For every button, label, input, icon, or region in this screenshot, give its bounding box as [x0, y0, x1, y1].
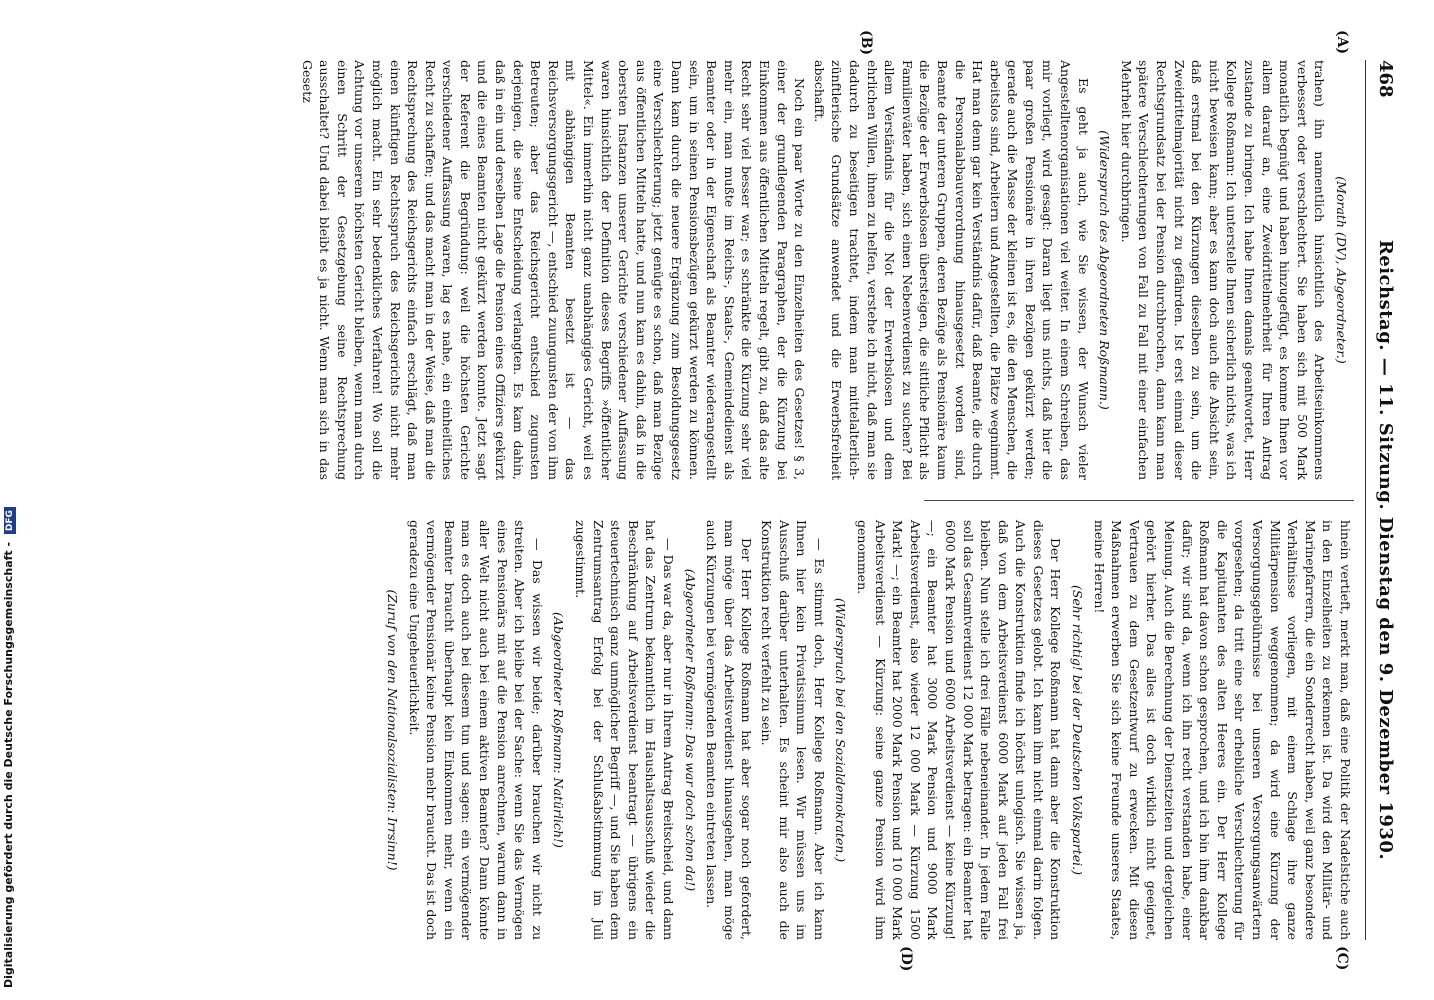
paragraph: Es geht ja auch, wie Sie wissen, der Wunsch vieler Angestelltenorganisationen viel weiter. In einem Schreiben, das mir vorliegt, wird gesagt: Daran liegt uns nichts, daß hier die paar großen Pensionäre in ihren Bezügen gekürzt werden; gerade auch die Masse der kleinen ist es, die den Menschen, die arbeitslos sind, Arbeitern und Angestellten, die Plätze wegnimmt. Hat man denn gar kein Verständnis dafür, daß Beamte, die durch die Personalabbauverordnung hinausgesetzt worden sind, Beamte der unteren Gruppen, deren Bezüge als Pensionäre kaum die Bezüge der Erwerbslosen übersteigen, die sittliche Pflicht als Familienväter haben, sich einen Nebenverdienst zu suchen? Bei allem Verständnis für die Not der Erwerbslosen und dem ehrlichen Willen, ihnen zu helfen, verstehe ich nicht, daß man sie dadurch zu beseitigen trachtet, indem man mittelalterlich-zünftlerische Grundsätze anwendet und die Erwerbsfreiheit abschafft. [811, 60, 1091, 480]
interjection: (Sehr richtig! bei der Deutschen Volkspartei.) [1070, 584, 1086, 876]
margin-marker-d: (D) [898, 946, 914, 972]
paragraph: — Es stimmt doch, Herr Kollege Roßmann. Aber ich kann Ihnen hier kein Privatissimum lesen. Wir müssen uns im Ausschuß darüber unterhalten. Es scheint mir also auch die Konstruktion recht verfehlt zu sein. [759, 520, 827, 940]
right-column [380, 520, 1354, 940]
paragraph: trahen) ihn namentlich hinsichtlich des Arbeitseinkommens verbessert oder verschlechtert. Sie haben sich mit 500 Mark monatlich begnügt und haben hinzugefügt, es komme Ihnen vor allem darauf an, eine Zweidrittelmehrheit für Ihren Antrag zustande zu bringen. Ich habe Ihnen damals geantwortet, Herr Kollege Roßmann: Ich unterstelle Ihnen sicherlich nichts, was ich nicht beweisen kann; aber es kann doch auch die Absicht sein, daß erstmal bei den Kürzungen dieselben zu sein, um die Zweidrittelmajorität nicht zu gefährden. Ist erst einmal dieser Rechtsgrundsatz bei der Pension durchbrochen, dann kann man spätere Verschlechterungen von Fall zu Fall mit einer einfachen Mehrheit hier durchbringen. [1118, 60, 1328, 480]
dfg-logo: DFG [4, 507, 16, 534]
interjection: (Abgeordneter Roßmann: Das war doch schon da!) [682, 568, 698, 892]
paragraph: — Das wissen wir beide; darüber brauchen wir nicht zu streiten. Aber ich bleibe bei der Sache: wenn Sie das Vermögen eines Pensionärs mit auf die Pension anrechnen, warum dann in aller Welt nicht auch bei einem aktiven Beamten? Dann könnte man es doch auch bei diesem tun und sagen: ein vermögender Beamter braucht überhaupt kein Einkommen mehr, wenn ein vermögender Pensionär keine Pension mehr braucht. Das ist doch geradezu eine Ungeheuerlichkeit. [406, 520, 545, 940]
interjection: (Widerspruch des Abgeordneten Roßmann.) [1097, 130, 1113, 410]
credit-text: Digitalisierung gefördert durch die Deutsche Forschungsgemeinschaft - [2, 541, 15, 988]
paragraph: Der Herr Kollege Roßmann hat dann aber die Konstruktion dieses Gesetzes gelobt. Ich kann ihm nicht einmal darin folgen. Auch die Konstruktion finde ich höchst unlogisch. Sie wissen ja, daß von dem Arbeitsverdienst 6000 Mark auf jeden Fall frei bleiben. Nun stelle ich drei Fälle nebeneinander. In jedem Falle soll das Gesamtverdienst 12 000 Mark betragen: ein Beamter hat 6000 Mark Pension und 6000 Arbeitsverdienst — keine Kürzung! —; ein Beamter hat 3000 Mark Pension und 9000 Mark Arbeitsverdienst, also wieder 12 000 Mark — Kürzung 1500 Mark! —; ein Beamter hat 2000 Mark Pension und 10 000 Mark Arbeitsverdienst — Kürzung: seine ganze Pension wird ihm genommen. [854, 520, 1064, 940]
paragraph: Noch ein paar Worte zu den Einzelheiten des Gesetzes! § 3, einer der grundlegenden Paragraphen, der die Kürzung bei Einkommen aus öffentlichen Mitteln regelt, gibt zu, daß das alte Recht sehr viel besser war; es schränkte die Kürzung sehr viel mehr ein, man mußte im Reichs-, Staats-, Gemeindedienst als Beamter oder in der Eigenschaft als Beamter wiederangestellt sein, um in seinen Pensionsbezügen gekürzt werden zu können. Dann kam durch die neuere Ergänzung zum Besoldungsgesetz eine Verschlechterung; jetzt genügte es schon, daß man Bezüge aus öffentlichen Mitteln hatte, und nun kam es dahin, daß in die obersten Instanzen unserer Gerichte verschiedener Auffassung waren hinsichtlich der Definition dieses Begriffs »öffentlicher Mittel«. Ein immerhin nicht ganz unabhängiges Gericht, weil es mit abhängigen Beamten besetzt ist — das Reichsversorgungsgericht —, entschied zuungunsten der von ihm Betreuten; aber das Reichsgericht entschied zugunsten derjenigen, die seine Entscheidung verlangten. Es kam dahin, daß in ein und derselben Lage die Pension eines Offiziers gekürzt und die eines Beamten nicht gekürzt werden konnte. Jetzt sagt der Referent die Begründung: weil die höchsten Gerichte verschiedener Auffassung waren, lag es nahe, ein einheitliches Recht zu schaffen; und das macht man in der Weise, daß man die Rechtsprechung des Reichsgerichts einfach erschlägt, daß man einen künftigen Rechtsspruch des Reichsgerichts nicht mehr möglich macht. Ein sehr bedenkliches Verfahren! Wo soll die Achtung vor unserem höchsten Gericht bleiben, wenn man durch einen Schritt der Gesetzgebung seine Rechtsprechung ausschaltet? Und dabei bleibt es ja nicht. Wenn man sich in das Gesetz [299, 60, 808, 480]
paragraph: hinein vertieft, merkt man, daß eine Politik der Nadelstiche auch in den Einzelheiten zu erkennen ist. Da wird den Militär- und Marinepfarrern, die ein Sonderrecht haben, weil ganz besondere Verhältnisse vorliegen, mit einem Schlage ihre ganze Militärpension weggenommen; da wird eine Kürzung der Versorgungsgebührnisse bei unseren Versorgungsanwärtern vorgesehen; da tritt eine sehr erhebliche Verschlechterung für die Kapitulanten des alten Heeres ein. Der Herr Kollege Roßmann hat davon schon gesprochen, und ich bin ihm dankbar dafür; wir sind da, wenn ich ihn recht verstanden habe, einer Meinung. Auch die Berechnung der Dienstzeiten und dergleichen gehört hierher. Das alles ist doch wirklich nicht geeignet, Vertrauen zu dem Gesetzentwurf zu erwecken. Mit diesen Maßnahmen erwerben Sie sich keine Freunde unseres Staates, meine Herren! [1091, 520, 1353, 940]
margin-marker-b: (B) [858, 30, 874, 56]
page-header [1366, 60, 1396, 940]
speaker-line: (Morath (DV), Abgeordneter.) [1334, 176, 1349, 364]
paragraph: — Das war da, aber nur in Ihrem Antrag Breitscheid, und dann hat das Zentrum bekanntlich im Haushaltsausschuß wieder die Beschränkung auf Arbeitsverdienst beantragt — übrigens ein steuertechnisch ganz unmöglicher Begriff —, und Sie haben dem Zentrumsantrag Erfolg bei der Schlußabstimmung im Juli zugestimmt. [573, 520, 677, 940]
left-column [296, 60, 1354, 480]
digitization-credit [2, 0, 16, 988]
page-number: 468 [1375, 60, 1396, 98]
interjection: (Abgeordneter Roßmann: Natürlich!) [551, 612, 567, 848]
paragraph: Der Herr Kollege Roßmann hat aber sogar noch gefordert, man möge über das Arbeitsverdienst hinausgehen, man möge auch Kürzungen bei vermögenden Beamten eintreten lassen. [704, 520, 755, 940]
page-title: Reichstag. — 11. Sitzung. Dienstag den 9. Dezember 1930. [1375, 239, 1396, 861]
interjection: (Widerspruch bei den Sozialdemokraten.) [833, 597, 849, 863]
column-divider [924, 500, 1354, 501]
margin-marker-a: (A) [1334, 30, 1350, 55]
interjection: (Zuruf von den Nationalsozialisten: Irrsinn!) [385, 589, 401, 871]
margin-marker-c: (C) [1334, 946, 1350, 971]
header-rule [1365, 60, 1366, 940]
